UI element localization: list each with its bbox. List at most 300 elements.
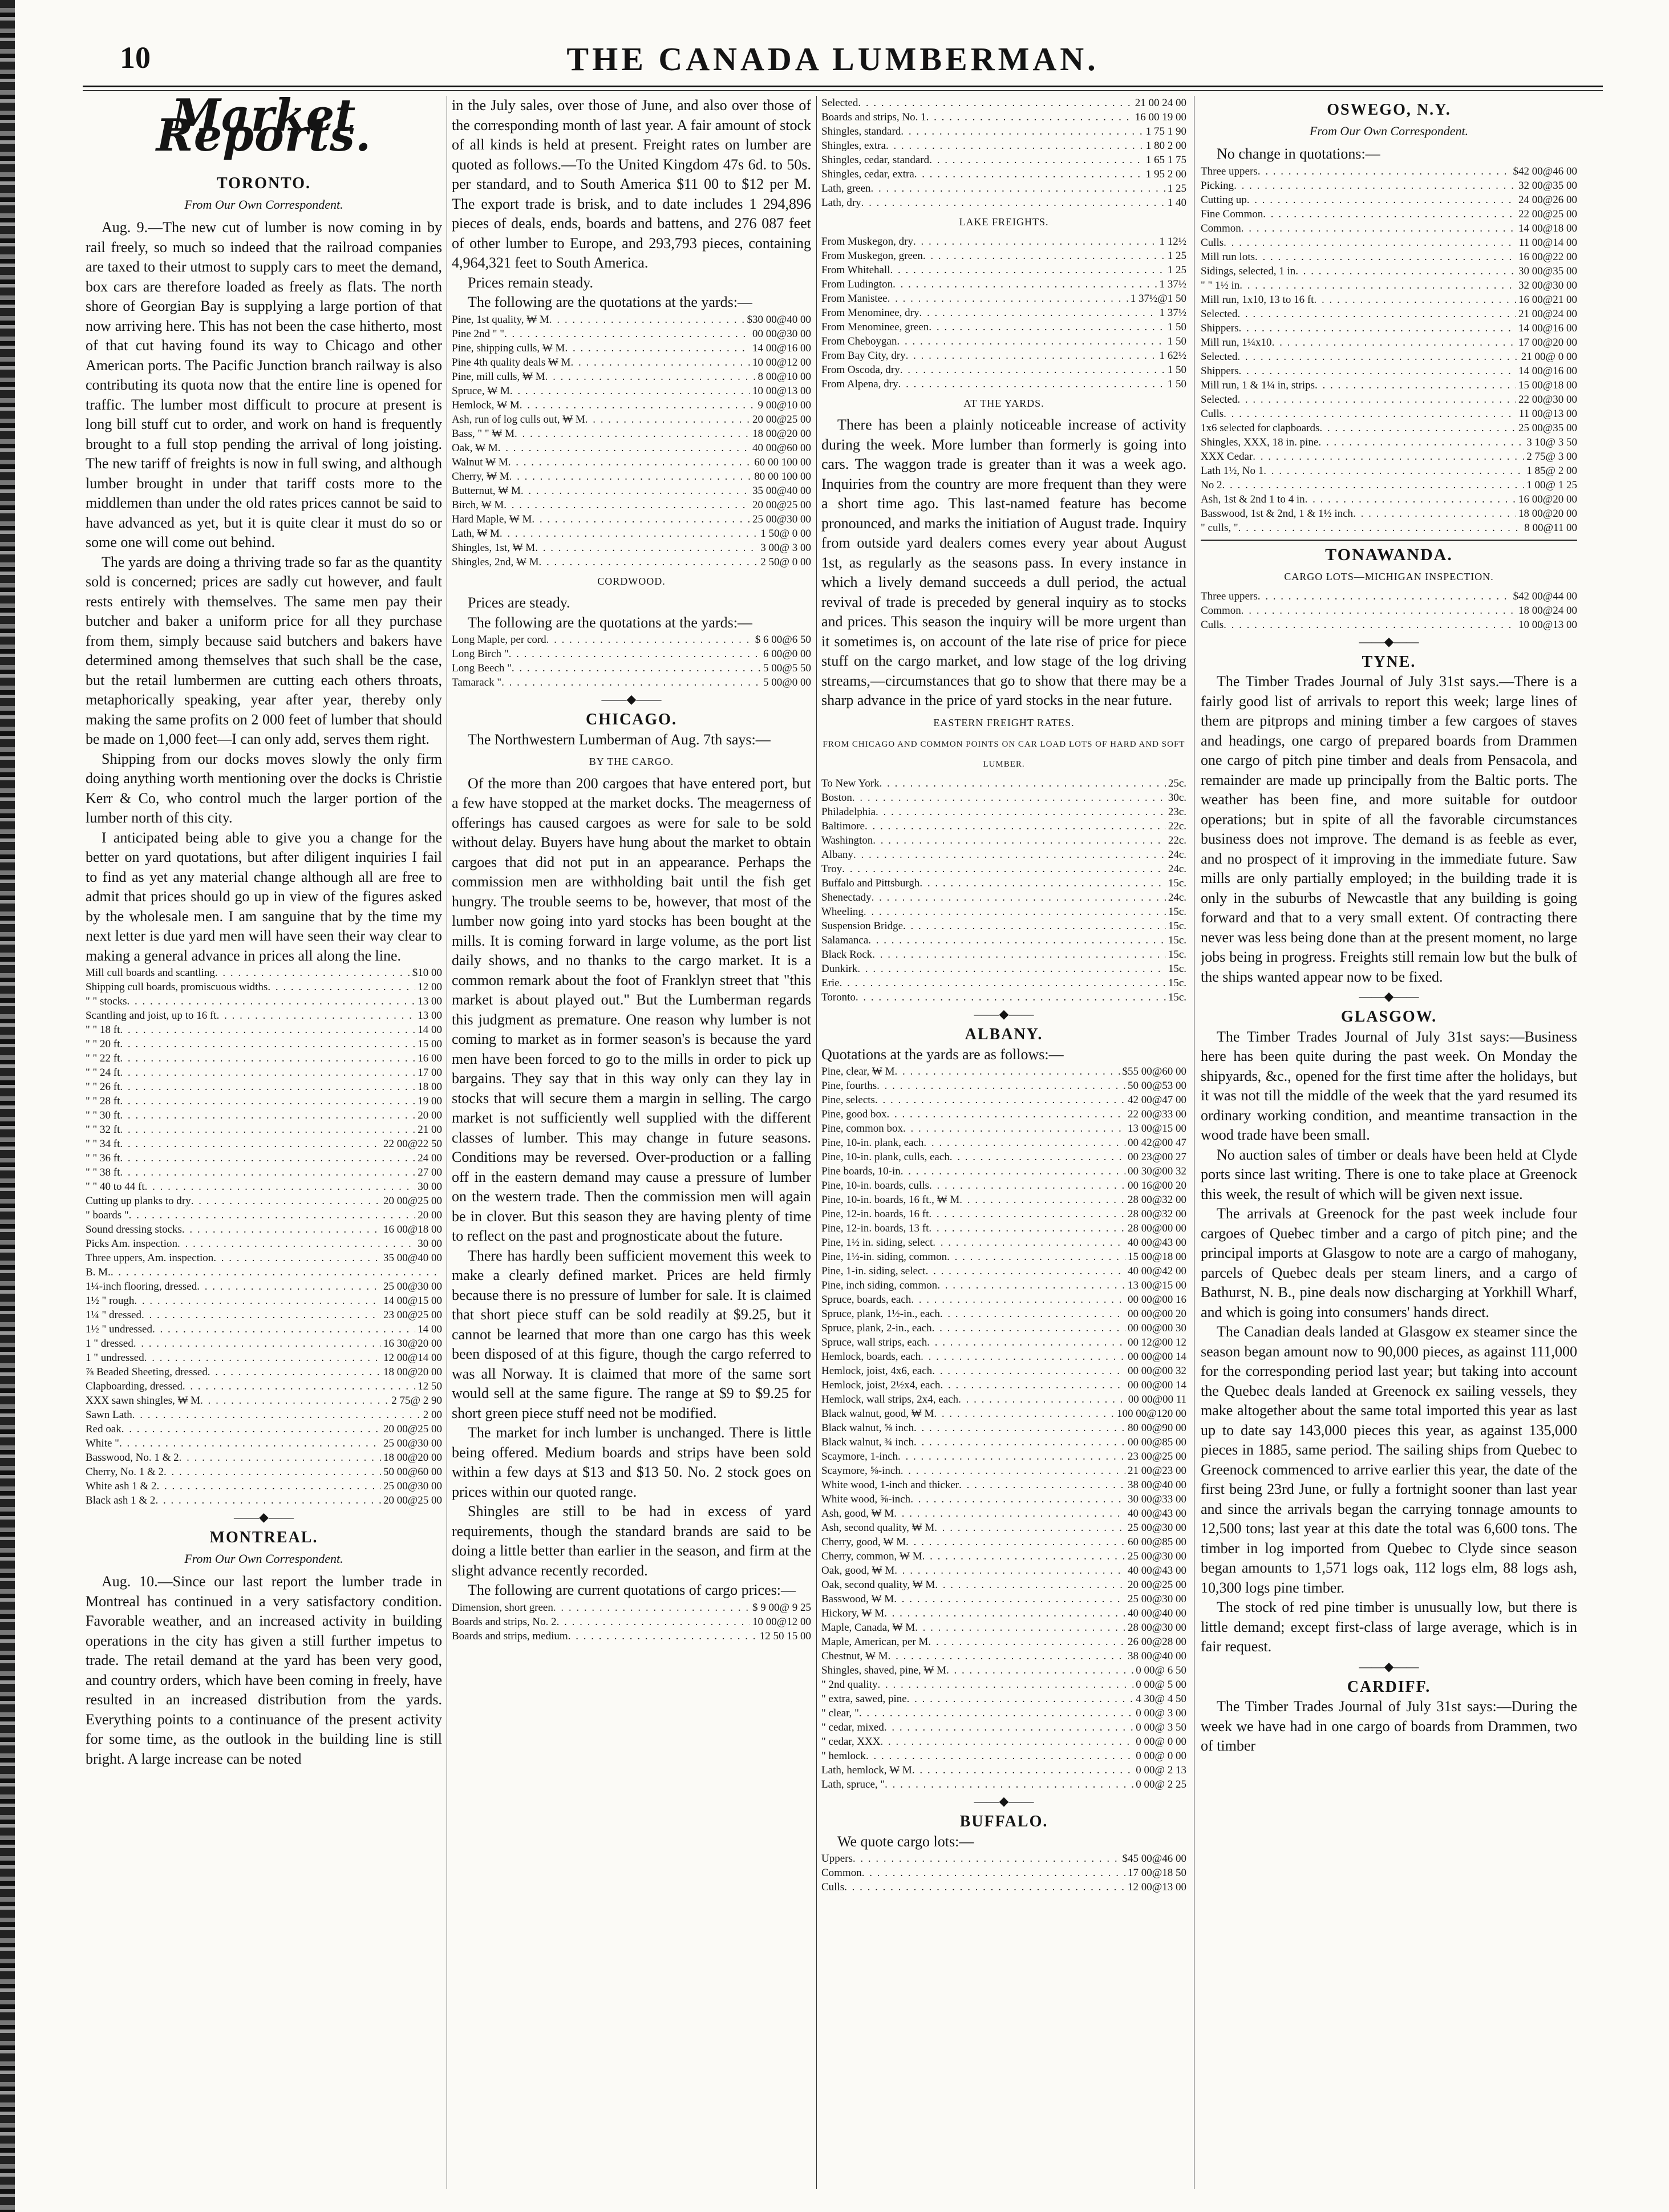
price-row-label: Hemlock, wall strips, 2x4, each [821, 1393, 959, 1405]
price-row-label: 1½ " undressed [86, 1323, 152, 1335]
price-row-value: 20 00 [418, 1109, 442, 1121]
leader-dots [914, 1421, 1125, 1435]
price-row [821, 1706, 1186, 1720]
price-row-label: Boston [821, 792, 852, 804]
price-row [821, 976, 1186, 990]
leader-dots [929, 1221, 1125, 1235]
price-row-label: " cedar, XXX [821, 1736, 881, 1748]
leader-dots [865, 819, 1166, 833]
leader-dots [1314, 293, 1516, 307]
price-row-label: Toronto [821, 991, 856, 1003]
price-row-value: 00 00@00 30 [1128, 1322, 1186, 1334]
price-row [821, 1549, 1186, 1563]
leader-dots [932, 1321, 1125, 1335]
leader-dots [1239, 278, 1516, 293]
price-row-value: 22 00@33 00 [1128, 1108, 1186, 1120]
price-row-label: Spruce, boards, each [821, 1294, 912, 1306]
price-row [821, 234, 1186, 249]
price-row-label: Long Beech " [452, 662, 512, 674]
price-row-value: 80 00@90 00 [1128, 1422, 1186, 1434]
price-row [452, 370, 811, 384]
price-row-label: Albany [821, 849, 853, 861]
price-row-label: Shingles, standard [821, 125, 901, 137]
leader-dots [893, 277, 1157, 291]
price-row-value: 0 00@ 3 50 [1136, 1721, 1186, 1733]
price-row-value: 17 00@18 50 [1128, 1867, 1186, 1879]
price-row [821, 1093, 1186, 1107]
price-row [452, 455, 811, 469]
montreal-article [86, 1572, 442, 1769]
leader-dots [853, 848, 1166, 862]
price-row-value: 00 42@00 47 [1128, 1137, 1186, 1149]
price-row-label: Mill run, 1 & 1¼ in, strips [1201, 379, 1315, 391]
price-row-value: 5 00@5 50 [763, 662, 811, 674]
price-row-value: 16 00 [418, 1052, 442, 1064]
paragraph: The Timber Trades Journal of July 31st says:—Business here has been quite during the past week. On Monday the shipyards, &c., opened for the first time after the holidays, but it was not till the middle of the week that the yard resumed its ordinary working condition, and meantime transaction in the wood trade have been small. [1201, 1028, 1577, 1143]
price-row-label: " " stocks [86, 995, 127, 1007]
price-row [1201, 221, 1577, 236]
price-row-value: 26 00@28 00 [1128, 1636, 1186, 1648]
paragraph: The Canadian deals landed at Glasgow ex steamer since the season began amount now to 90,000 pieces, as against 111,000 for the corresponding period last year; but taking into account the Quebec deals landed at Greenock ex sailing vessels, they make altogether about the same total imported this year as last up to date say 143,000 pieces this year, as against 135,000 pieces in 1885, same period. The sailing ships from Quebec to Greenock commenced to arrive earlier this year, the date of the first being 23rd June, or fully a fortnight sooner than last year and since the arrivals began the carrying tonnage amounts to 12,500 tons; last year at this date the total was 6,600 tons. The timber in log imported from Quebec to Clyde since season began amounts to 1,571 logs oak, 112 logs elm, 88 logs ash, 10,300 logs pine timber. [1201, 1323, 1577, 1596]
price-row-label: Hickory, ₩ M [821, 1607, 885, 1619]
price-row-value: 40 00@43 00 [1128, 1508, 1186, 1520]
price-row-value: 24c. [1168, 892, 1186, 904]
price-row-value: 15c. [1168, 934, 1186, 946]
price-row-value: 00 00@00 14 [1128, 1379, 1186, 1391]
price-row [821, 1478, 1186, 1492]
price-row-value: 6 00@0 00 [763, 648, 811, 660]
leader-dots [504, 498, 750, 512]
price-row-value: 21 00@24 00 [1518, 307, 1577, 320]
price-row-value: 12 00@13 00 [1128, 1881, 1186, 1893]
cordwood-caption: CORDWOOD. [597, 575, 666, 587]
leader-dots [881, 1735, 1134, 1749]
leader-dots [888, 291, 1128, 306]
paragraph: The stock of red pine timber is unusually low, but there is little demand; except first-class of large average, which is in fair request. [1201, 1599, 1577, 1655]
price-row [821, 1121, 1186, 1136]
price-row [452, 1615, 811, 1629]
price-row-value: $45 00@46 00 [1122, 1853, 1186, 1865]
price-row-value: 25 00@30 00 [383, 1281, 442, 1293]
price-row-label: Uppers [821, 1853, 853, 1865]
price-row-label: Shingles, cedar, standard [821, 154, 930, 166]
price-row-label: Pine, shipping culls, ₩ M [452, 342, 565, 354]
price-row [821, 1293, 1186, 1307]
price-row [452, 661, 811, 675]
price-row [821, 1578, 1186, 1592]
price-row-value: $10 00 [412, 967, 442, 979]
price-row-label: White wood, ⅝-inch [821, 1493, 911, 1505]
price-row [821, 962, 1186, 976]
leader-dots [1237, 392, 1516, 407]
price-row [452, 469, 811, 484]
price-row-label: Mill run, 1¼x10 [1201, 336, 1272, 349]
price-row [86, 1222, 442, 1237]
price-row-label: Pine, common box [821, 1123, 904, 1135]
price-row-value: 40 00@60 00 [752, 441, 811, 454]
price-row-label: From Alpena, dry [821, 378, 898, 390]
price-row-value: 30 00 [418, 1181, 442, 1193]
newspaper-title: THE CANADA LUMBERMAN. [566, 40, 1099, 78]
leader-dots [859, 1706, 1133, 1720]
price-row-value: 35 00@40 00 [752, 484, 811, 497]
leader-dots [129, 1208, 416, 1222]
price-row-label: Shippers [1201, 322, 1239, 334]
cardiff-article [1201, 1697, 1577, 1756]
price-row-label: 1x6 selected for clapboards [1201, 422, 1320, 434]
price-row [821, 1535, 1186, 1549]
leader-dots [929, 1207, 1125, 1221]
leader-dots [946, 1663, 1133, 1678]
price-row [821, 1620, 1186, 1635]
price-row [86, 1165, 442, 1180]
price-row-label: White wood, 1-inch and thicker [821, 1479, 959, 1491]
leader-dots [894, 1563, 1125, 1578]
price-row-label: Spruce, ₩ M [452, 384, 510, 397]
price-row [452, 441, 811, 455]
price-row-label: Black walnut, ¾ inch [821, 1436, 914, 1448]
price-row [452, 526, 811, 541]
price-row-value: 1 50 [1167, 363, 1186, 376]
price-row-label: XXX Cedar [1201, 450, 1253, 463]
price-row [821, 96, 1186, 110]
price-row-value: 1 25 [1167, 264, 1186, 276]
leader-dots [840, 976, 1166, 990]
price-row-value: 60 00@85 00 [1128, 1536, 1186, 1548]
paragraph: There has hardly been sufficient movement this week to make a clearly defined market. Prices are held firmly because there is no pressure of lumber for sale. It is claimed that short piece stuff can be sold readily at $9.25, but it cannot be learned that more than one cargo has this week been disposed of at this figure, though the cargo referred to was all Norway. It is claimed that more of the same sort would sell at the same figure. The range at $9 to $9.25 for short green piece stuff need not be modified. [452, 1247, 811, 1421]
price-row-label: Culls [821, 1881, 845, 1893]
scan-binding-edge [0, 0, 15, 2212]
price-row-value: 40 00@42 00 [1128, 1265, 1186, 1277]
leader-dots [928, 1635, 1125, 1649]
price-row [821, 1278, 1186, 1293]
price-row [821, 139, 1186, 153]
price-row-label: Black walnut, good, ₩ M [821, 1408, 934, 1420]
leader-dots [1238, 521, 1522, 535]
leader-dots [268, 980, 415, 994]
price-row-label: " " 32 ft [86, 1124, 120, 1136]
price-row [86, 1094, 442, 1108]
leader-dots [875, 1093, 1125, 1107]
price-row-label: Sidings, selected, 1 in [1201, 265, 1296, 277]
price-row-value: 14 00@16 00 [1518, 364, 1577, 377]
price-row-value: 00 00@00 20 [1128, 1308, 1186, 1320]
price-row-value: 14 00@16 00 [752, 342, 811, 354]
price-row-label: Selected [1201, 307, 1238, 320]
price-row-label: From Bay City, dry [821, 349, 906, 362]
leader-dots [1239, 364, 1517, 378]
price-row [821, 1221, 1186, 1235]
price-row-label: Long Maple, per cord [452, 634, 546, 646]
price-row [821, 263, 1186, 277]
leader-dots [1241, 221, 1516, 236]
leader-dots [191, 1194, 381, 1208]
leader-dots [539, 555, 759, 569]
price-row-label: " " 40 to 44 ft [86, 1181, 145, 1193]
price-row-value: 2 00 [423, 1409, 442, 1421]
leader-dots [910, 1492, 1125, 1506]
leader-dots [934, 1521, 1125, 1535]
price-row-value: 80 00 100 00 [754, 470, 811, 483]
price-row [821, 1720, 1186, 1735]
chicago-heading: CHICAGO. [586, 711, 677, 728]
price-row-value: 15 00 [418, 1038, 442, 1050]
price-row-value: 00 00@00 16 [1128, 1294, 1186, 1306]
price-row-value: 10 00@12 00 [752, 356, 811, 368]
leader-dots [1315, 378, 1516, 392]
price-row-value: 1 65 1 75 [1145, 154, 1186, 166]
paragraph: The market for inch lumber is unchanged. There is little being offered. Medium boards and strips have been sold within a few days at $13 and $13 50. No. 2 stock goes on prices within our quoted range. [452, 1424, 811, 1500]
price-row-value: 30 00@35 00 [1518, 265, 1577, 277]
leader-dots [509, 647, 761, 661]
leader-dots [876, 805, 1166, 819]
leader-dots [1258, 589, 1511, 603]
header-rule-thin [83, 90, 1603, 91]
price-row [86, 1393, 442, 1408]
leader-dots [1295, 264, 1516, 278]
price-row-label: " " 34 ft [86, 1138, 120, 1150]
paragraph: Aug. 9.—The new cut of lumber is now coming in by rail freely, so much so indeed that the railroad companies are taxed to their utmost to supply cars to meet the demand, box cars are therefore loaded as freely as flats. The north shore of Georgian Bay is supplying a large portion of that now arriving here. This has not been the case hitherto, most of that cut having found its way to Chicago and other American ports. The Pacific Junction branch railway is also contributing its quota now that the entire line is opened for traffic. The lumber most difficult to procure at present is long bill stuff cut to order, and work on hand is frequently brought to a full stop pending the arrival of long joisting. The new tariff of freights is now in full swing, and although lumber brought in under that tariff costs more to the middlemen than under the old rates prices cannot be said to have advanced as yet, but it is quite clear it must do so or some one will come out behind. [86, 219, 442, 550]
price-row-value: $42 00@44 00 [1513, 590, 1577, 602]
paragraph: The yards are doing a thriving trade so far as the quantity sold is concerned; prices are sadly cut however, and fault rests entirely with themselves. The same men pay their butcher and baker a uniform price for all they purchase from them, simply because said butchers and bakers have determined among themselves that such shall be the case, but the retail lumbermen are cutting each others throats, metaphorically speaking, year after year, thereby only making the same profits on 2 000 feet of lumber that should be made on 1,000 feet—I can only add, serves them right. [86, 553, 442, 747]
price-row-value: 1 80 2 00 [1145, 140, 1186, 152]
price-row-value: 15 00@18 00 [1128, 1251, 1186, 1263]
price-row-label: Salamanca [821, 934, 869, 946]
paragraph: The arrivals at Greenock for the past week include four cargoes of Quebec timber and a cargo of pitch pine; and the principal imports at Glasgow to note are a cargo of mahogany, parcels of Quebec deals per steam liners, and a cargo of Bathurst, N. B., pine deals now discharging at Yorkhill Wharf, and which is going into consumers' hands direct. [1201, 1205, 1577, 1320]
price-row-label: From Menominee, green [821, 321, 929, 333]
price-row-label: Tamarack " [452, 676, 502, 688]
leader-dots [862, 1866, 1125, 1880]
price-row-label: Culls [1201, 236, 1224, 249]
montreal-byline: From Our Own Correspondent. [184, 1551, 343, 1566]
price-row [1201, 392, 1577, 407]
price-row-value: $42 00@46 00 [1513, 165, 1577, 177]
price-row-value: 16 00 19 00 [1135, 111, 1186, 123]
leader-dots [570, 355, 750, 370]
price-row-label: Ash, second quality, ₩ M [821, 1522, 935, 1534]
leader-dots [197, 1279, 381, 1294]
price-row-label: Black Rock [821, 949, 873, 961]
price-row-value: 1 00@ 1 25 [1526, 479, 1577, 491]
price-row-label: Lath, hemlock, ₩ M [821, 1764, 912, 1776]
price-row-value: 11 00@13 00 [1518, 407, 1577, 420]
price-row-value: 18 00@20 00 [383, 1452, 442, 1464]
price-row [452, 398, 811, 412]
price-row-value: 1 12½ [1159, 235, 1186, 248]
price-row-value: 22 00@22 50 [383, 1138, 442, 1150]
leader-dots [120, 1023, 415, 1037]
price-row-value: 10 00@13 00 [1518, 618, 1577, 631]
price-row-value: 20 00@25 00 [383, 1195, 442, 1207]
price-row-label: Hemlock, joist, 4x6, each [821, 1365, 933, 1377]
price-row [452, 484, 811, 498]
price-row-label: From Cheboygan [821, 335, 897, 347]
price-row-label: From Whitehall [821, 264, 890, 276]
price-row [1201, 449, 1577, 464]
price-row [86, 980, 442, 994]
oswego-byline: From Our Own Correspondent. [1309, 123, 1469, 138]
price-row-label: Pine boards, 10-in [821, 1165, 901, 1177]
leader-dots [111, 1265, 440, 1279]
price-row [452, 541, 811, 555]
price-row-value: 12 00 [418, 981, 442, 993]
leader-dots [157, 1479, 381, 1493]
price-row [452, 1601, 811, 1615]
leader-dots [940, 1378, 1125, 1392]
price-row-value: 24 00@26 00 [1518, 193, 1577, 206]
price-row-label: Philadelphia [821, 806, 876, 818]
price-row-value: 18 00 [418, 1081, 442, 1093]
price-row-label: " " 30 ft [86, 1109, 120, 1121]
leader-dots [929, 320, 1165, 334]
column-4 [1201, 96, 1577, 2195]
price-row-value: 13 00 [418, 1010, 442, 1022]
price-row [86, 1322, 442, 1336]
price-row [86, 1379, 442, 1393]
price-row-label: Common [1201, 604, 1241, 617]
price-row [86, 1294, 442, 1308]
leader-dots [1224, 618, 1516, 632]
price-row-value: 3 10@ 3 50 [1526, 436, 1577, 448]
price-row-label: Pine, 1½-in. siding, common [821, 1251, 947, 1263]
leader-dots [164, 1465, 381, 1479]
leader-dots [512, 661, 761, 675]
price-row-value: 27 00 [418, 1166, 442, 1178]
paragraph: The following are the quotations at the yards:— [468, 614, 752, 631]
price-row-value: 14 00@15 00 [383, 1295, 442, 1307]
leader-dots [152, 1322, 415, 1336]
leader-dots [903, 1121, 1125, 1136]
price-row-label: Pine 4th quality deals ₩ M [452, 356, 571, 368]
price-row [821, 1321, 1186, 1335]
price-row-value: 15 00@18 00 [1518, 379, 1577, 391]
price-row-value: 20 00@25 00 [383, 1423, 442, 1435]
toronto-price-table [86, 966, 442, 1508]
price-row [1201, 589, 1577, 603]
price-row [821, 377, 1186, 391]
price-row-label: Pine, 1½ in. siding, select [821, 1237, 933, 1249]
price-row-value: 20 00@25 00 [752, 499, 811, 511]
leader-dots [897, 334, 1165, 349]
price-row [821, 1378, 1186, 1392]
section-ornament: ——◆—— [1359, 1659, 1419, 1674]
price-row-label: From Menominee, dry [821, 306, 919, 319]
price-row-value: 11 00@14 00 [1518, 236, 1577, 249]
page-number: 10 [120, 40, 151, 75]
price-row [452, 384, 811, 398]
leader-dots [919, 876, 1165, 890]
price-row-label: Baltimore [821, 820, 865, 832]
price-row-label: Culls [1201, 407, 1224, 420]
column-1 [86, 96, 442, 2195]
paragraph: I anticipated being able to give you a change for the better on yard quotations, but after diligent inquiries I fail to find as yet any material change although all are free to admit that prices should go up in view of the figures asked by the wholesale men. I am sanguine that by the time my next letter is due yard men will have seen their way clear to making a general advance in prices all along the line. [86, 829, 442, 964]
price-row-label: Cherry, good, ₩ M [821, 1536, 906, 1548]
price-row-value: 1 37½ [1159, 306, 1186, 319]
leader-dots [1253, 449, 1524, 464]
price-row-value: 25 00@30 00 [383, 1480, 442, 1492]
price-row-value: $ 9 00@ 9 25 [752, 1601, 811, 1614]
price-row-label: No 2 [1201, 479, 1222, 491]
price-row [821, 1521, 1186, 1535]
price-row-label: Three uppers [1201, 165, 1258, 177]
price-row [821, 196, 1186, 210]
price-row [821, 1335, 1186, 1350]
price-row-value: 23 00@25 00 [1128, 1451, 1186, 1462]
price-row [821, 334, 1186, 349]
leader-dots [200, 1393, 389, 1408]
price-row [86, 1265, 442, 1279]
price-row-value: 12 50 [418, 1380, 442, 1392]
section-ornament: ——◆—— [974, 1794, 1034, 1808]
leader-dots [1222, 478, 1524, 492]
price-row-label: Chestnut, ₩ M [821, 1650, 888, 1662]
price-row [821, 1866, 1186, 1880]
price-row-label: Selected [1201, 350, 1238, 363]
price-row-value: 9 00@10 00 [757, 399, 811, 411]
leader-dots [120, 1094, 415, 1108]
leader-dots [901, 1464, 1125, 1478]
price-row [86, 1279, 442, 1294]
price-row-value: 38 00@40 00 [1128, 1650, 1186, 1662]
price-row-label: Black walnut, ⅝ inch [821, 1422, 914, 1434]
lake-freights-caption: LAKE FREIGHTS. [959, 216, 1049, 228]
leader-dots [501, 675, 761, 690]
leader-dots [842, 862, 1166, 876]
price-row-label: Cherry, common, ₩ M [821, 1550, 922, 1562]
chicago-intro: The Northwestern Lumberman of Aug. 7th says:— [468, 731, 771, 748]
price-row-label: " " 1½ in [1201, 279, 1240, 291]
albany-heading: ALBANY. [965, 1026, 1043, 1043]
leader-dots [950, 1150, 1125, 1164]
price-row-label: Dimension, short green [452, 1601, 553, 1614]
price-row-value: 15c. [1168, 963, 1186, 975]
price-row-label: Walnut ₩ M [452, 456, 508, 468]
leader-dots [873, 833, 1166, 848]
price-row-label: Pine, 10-in. boards, 16 ft., ₩ M [821, 1194, 960, 1206]
price-row [821, 819, 1186, 833]
price-row [821, 1777, 1186, 1792]
price-row [1201, 618, 1577, 632]
price-row-value: 15c. [1168, 906, 1186, 918]
price-row-label: Cherry, No. 1 & 2 [86, 1466, 164, 1478]
price-row [1201, 421, 1577, 435]
leader-dots [141, 1308, 381, 1322]
leader-dots [520, 398, 756, 412]
glasgow-article [1201, 1027, 1577, 1657]
price-row-label: " " 26 ft [86, 1081, 120, 1093]
leader-dots [120, 1037, 415, 1051]
price-row-value: 30 00@33 00 [1128, 1493, 1186, 1505]
price-row-label: Lath, ₩ M [452, 527, 500, 540]
price-row-label: Picking [1201, 179, 1234, 192]
leader-dots [1224, 236, 1517, 250]
price-row-label: Long Birch " [452, 648, 509, 660]
price-row-value: 22c. [1168, 820, 1186, 832]
price-row-label: Red oak [86, 1423, 121, 1435]
price-row [821, 1178, 1186, 1193]
price-row-label: Mill run lots [1201, 250, 1255, 263]
price-row [1201, 364, 1577, 378]
price-row-label: Spruce, plank, 1½-in., each [821, 1308, 940, 1320]
price-row [821, 277, 1186, 291]
leader-dots [1237, 350, 1518, 364]
price-row-label: Lath 1½, No 1 [1201, 464, 1264, 477]
price-row [821, 1164, 1186, 1178]
leader-dots [565, 341, 750, 355]
section-ornament: ——◆—— [234, 1510, 294, 1524]
leader-dots [1353, 507, 1516, 521]
price-row-label: Hard Maple, ₩ M [452, 513, 532, 525]
